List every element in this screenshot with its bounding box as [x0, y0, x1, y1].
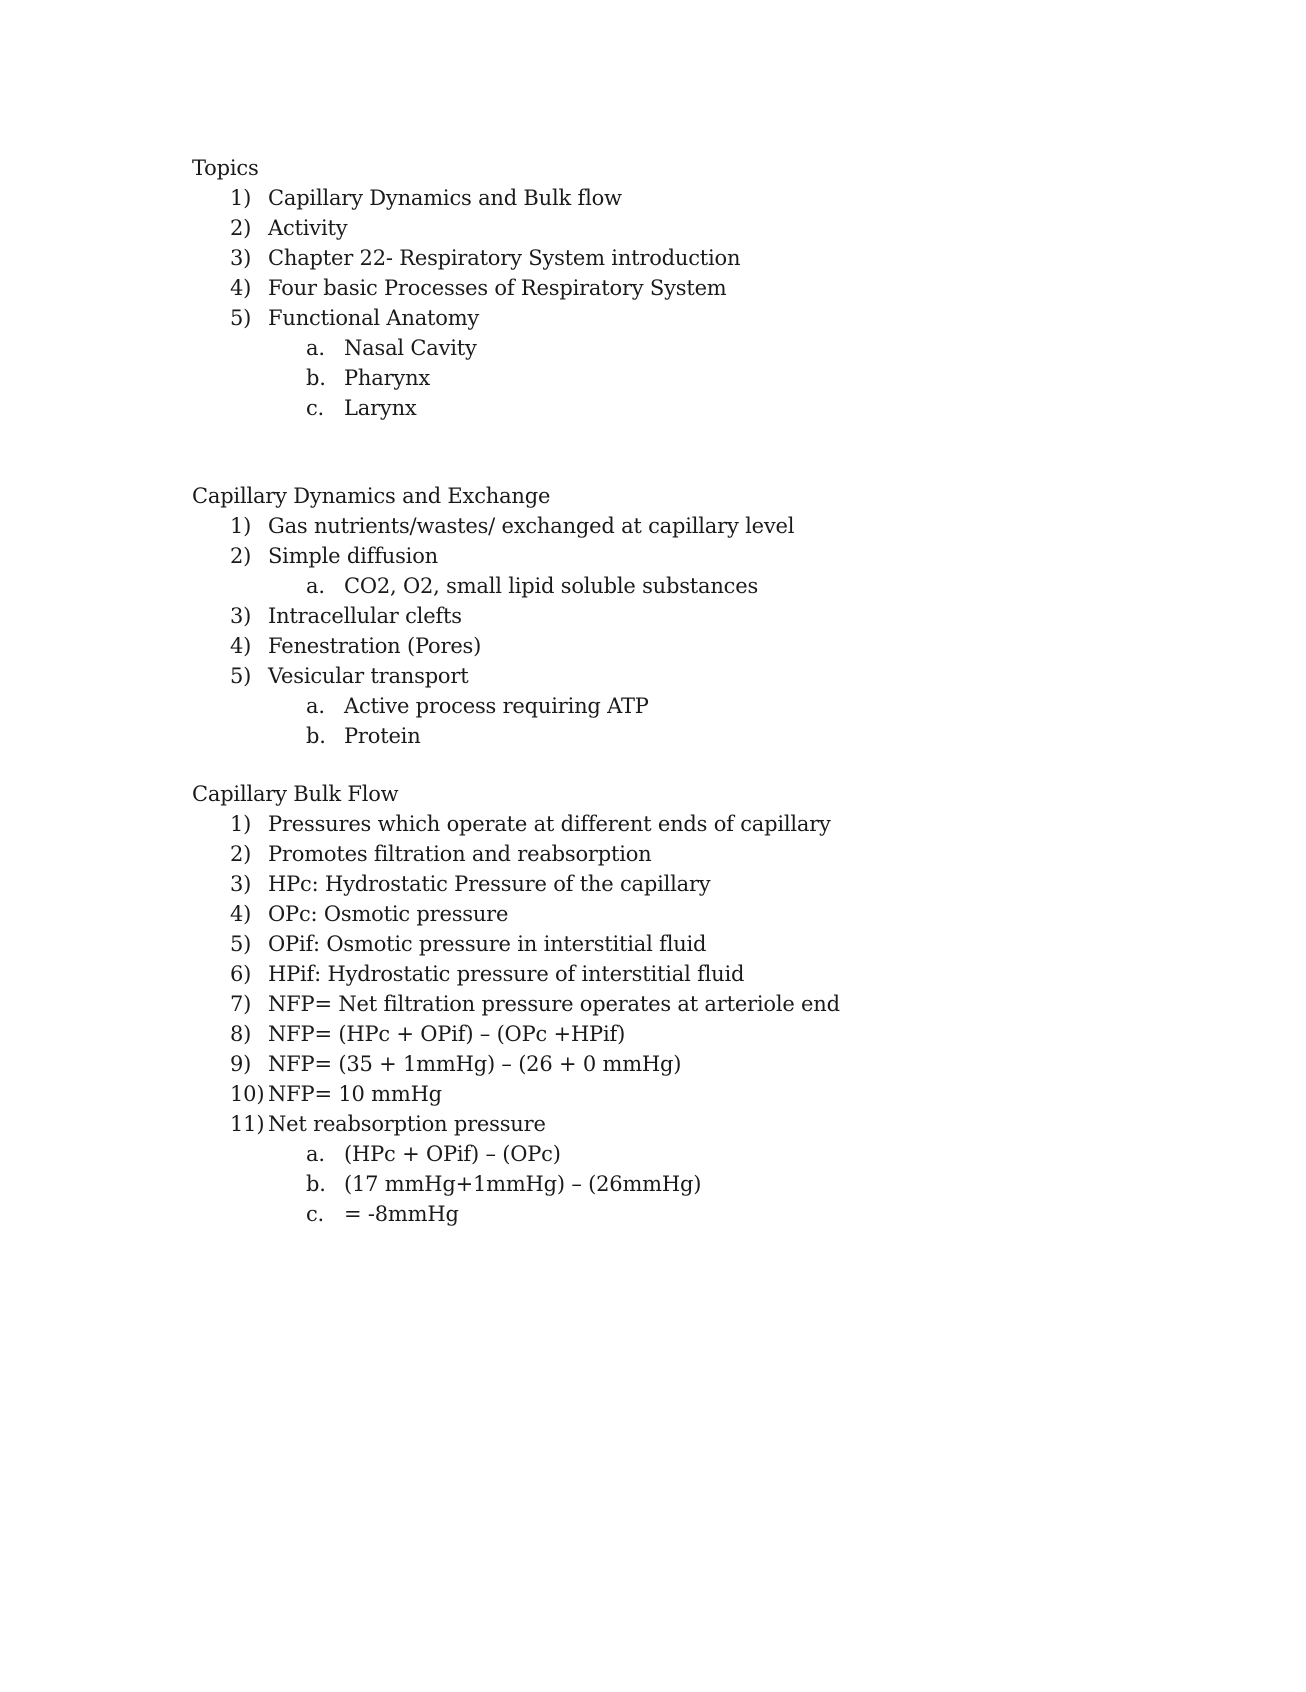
list-number: 3)	[230, 872, 252, 896]
list-number: 11)	[230, 1112, 265, 1136]
list-item	[192, 1079, 1092, 1109]
list-item	[192, 989, 1092, 1019]
list-number: 3)	[230, 604, 252, 628]
list-number: 4)	[230, 276, 252, 300]
list-item-text: Fenestration (Pores)	[268, 634, 482, 658]
list-number: 1)	[230, 514, 252, 538]
list-item	[192, 511, 1092, 541]
list-item	[192, 869, 1092, 899]
list-item	[192, 213, 1092, 243]
list-number: 5)	[230, 306, 252, 330]
sub-list-item	[192, 1199, 1092, 1229]
list-number: 5)	[230, 932, 252, 956]
list-item	[192, 929, 1092, 959]
list-item	[192, 1109, 1092, 1139]
sub-list-item-text: Protein	[344, 724, 421, 748]
sub-list-item	[192, 1139, 1092, 1169]
list-item-text: Pressures which operate at different ends of capillary	[268, 812, 831, 836]
list-item-text: Activity	[268, 216, 348, 240]
list-item	[192, 899, 1092, 929]
sub-list-letter: b.	[306, 366, 326, 390]
list-number: 2)	[230, 842, 252, 866]
list-item	[192, 959, 1092, 989]
list-number: 6)	[230, 962, 252, 986]
list-number: 10)	[230, 1082, 265, 1106]
section-capillary-dynamics	[192, 481, 1092, 751]
list-item-text: OPc: Osmotic pressure	[268, 902, 509, 926]
list-item	[192, 1049, 1092, 1079]
list-item	[192, 1019, 1092, 1049]
sub-list-letter: a.	[306, 694, 325, 718]
sub-list-item	[192, 393, 1092, 423]
list-item	[192, 601, 1092, 631]
list-item-text: Chapter 22- Respiratory System introduction	[268, 246, 741, 270]
sub-list-letter: c.	[306, 1202, 325, 1226]
list-number: 4)	[230, 634, 252, 658]
list-item-text: Intracellular clefts	[268, 604, 462, 628]
list-item	[192, 303, 1092, 333]
list-item	[192, 661, 1092, 691]
sub-list-letter: a.	[306, 1142, 325, 1166]
sub-list-item-text: Active process requiring ATP	[344, 694, 649, 718]
list-number: 3)	[230, 246, 252, 270]
list-item-text: NFP= 10 mmHg	[268, 1082, 442, 1106]
sub-list-letter: b.	[306, 1172, 326, 1196]
list-item-text: Simple diffusion	[268, 544, 438, 568]
list-item	[192, 631, 1092, 661]
sub-list-item	[192, 571, 1092, 601]
list-number: 2)	[230, 216, 252, 240]
sub-list-item-text: (17 mmHg+1mmHg) – (26mmHg)	[344, 1172, 702, 1196]
section-heading: Topics	[192, 156, 259, 180]
list-number: 4)	[230, 902, 252, 926]
section-heading: Capillary Bulk Flow	[192, 782, 399, 806]
sub-list-letter: a.	[306, 336, 325, 360]
list-item-text: NFP= (HPc + OPif) – (OPc +HPif)	[268, 1022, 626, 1046]
list-item-text: Capillary Dynamics and Bulk flow	[268, 186, 622, 210]
list-item-text: Functional Anatomy	[268, 306, 480, 330]
sub-list-item-text: CO2, O2, small lipid soluble substances	[344, 574, 759, 598]
sub-list-letter: a.	[306, 574, 325, 598]
list-item-text: NFP= (35 + 1mmHg) – (26 + 0 mmHg)	[268, 1052, 682, 1076]
section-capillary-bulk-flow	[192, 779, 1092, 1229]
list-item-text: HPif: Hydrostatic pressure of interstitial fluid	[268, 962, 745, 986]
list-item-text: Four basic Processes of Respiratory System	[268, 276, 727, 300]
sub-list-item-text: Larynx	[344, 396, 417, 420]
list-item-text: Vesicular transport	[268, 664, 469, 688]
sub-list-item-text: Pharynx	[344, 366, 431, 390]
list-item	[192, 541, 1092, 571]
list-item-text: HPc: Hydrostatic Pressure of the capillary	[268, 872, 711, 896]
list-item	[192, 273, 1092, 303]
list-item-text: Net reabsorption pressure	[268, 1112, 546, 1136]
list-number: 8)	[230, 1022, 252, 1046]
list-item	[192, 243, 1092, 273]
list-item-text: Gas nutrients/wastes/ exchanged at capillary level	[268, 514, 795, 538]
list-item	[192, 809, 1092, 839]
list-item-text: OPif: Osmotic pressure in interstitial fluid	[268, 932, 707, 956]
sub-list-item-text: (HPc + OPif) – (OPc)	[344, 1142, 561, 1166]
list-item-text: NFP= Net filtration pressure operates at arteriole end	[268, 992, 840, 1016]
sub-list-letter: c.	[306, 396, 325, 420]
list-number: 1)	[230, 186, 252, 210]
list-number: 7)	[230, 992, 252, 1016]
section-heading: Capillary Dynamics and Exchange	[192, 484, 551, 508]
sub-list-item-text: Nasal Cavity	[344, 336, 477, 360]
sub-list-letter: b.	[306, 724, 326, 748]
list-number: 1)	[230, 812, 252, 836]
section-topics	[192, 153, 1092, 423]
list-number: 5)	[230, 664, 252, 688]
sub-list-item	[192, 721, 1092, 751]
sub-list-item	[192, 691, 1092, 721]
list-item-text: Promotes filtration and reabsorption	[268, 842, 652, 866]
sub-list-item-text: = -8mmHg	[344, 1202, 459, 1226]
sub-list-item	[192, 333, 1092, 363]
list-number: 2)	[230, 544, 252, 568]
list-number: 9)	[230, 1052, 252, 1076]
list-item	[192, 839, 1092, 869]
sub-list-item	[192, 363, 1092, 393]
sub-list-item	[192, 1169, 1092, 1199]
list-item	[192, 183, 1092, 213]
